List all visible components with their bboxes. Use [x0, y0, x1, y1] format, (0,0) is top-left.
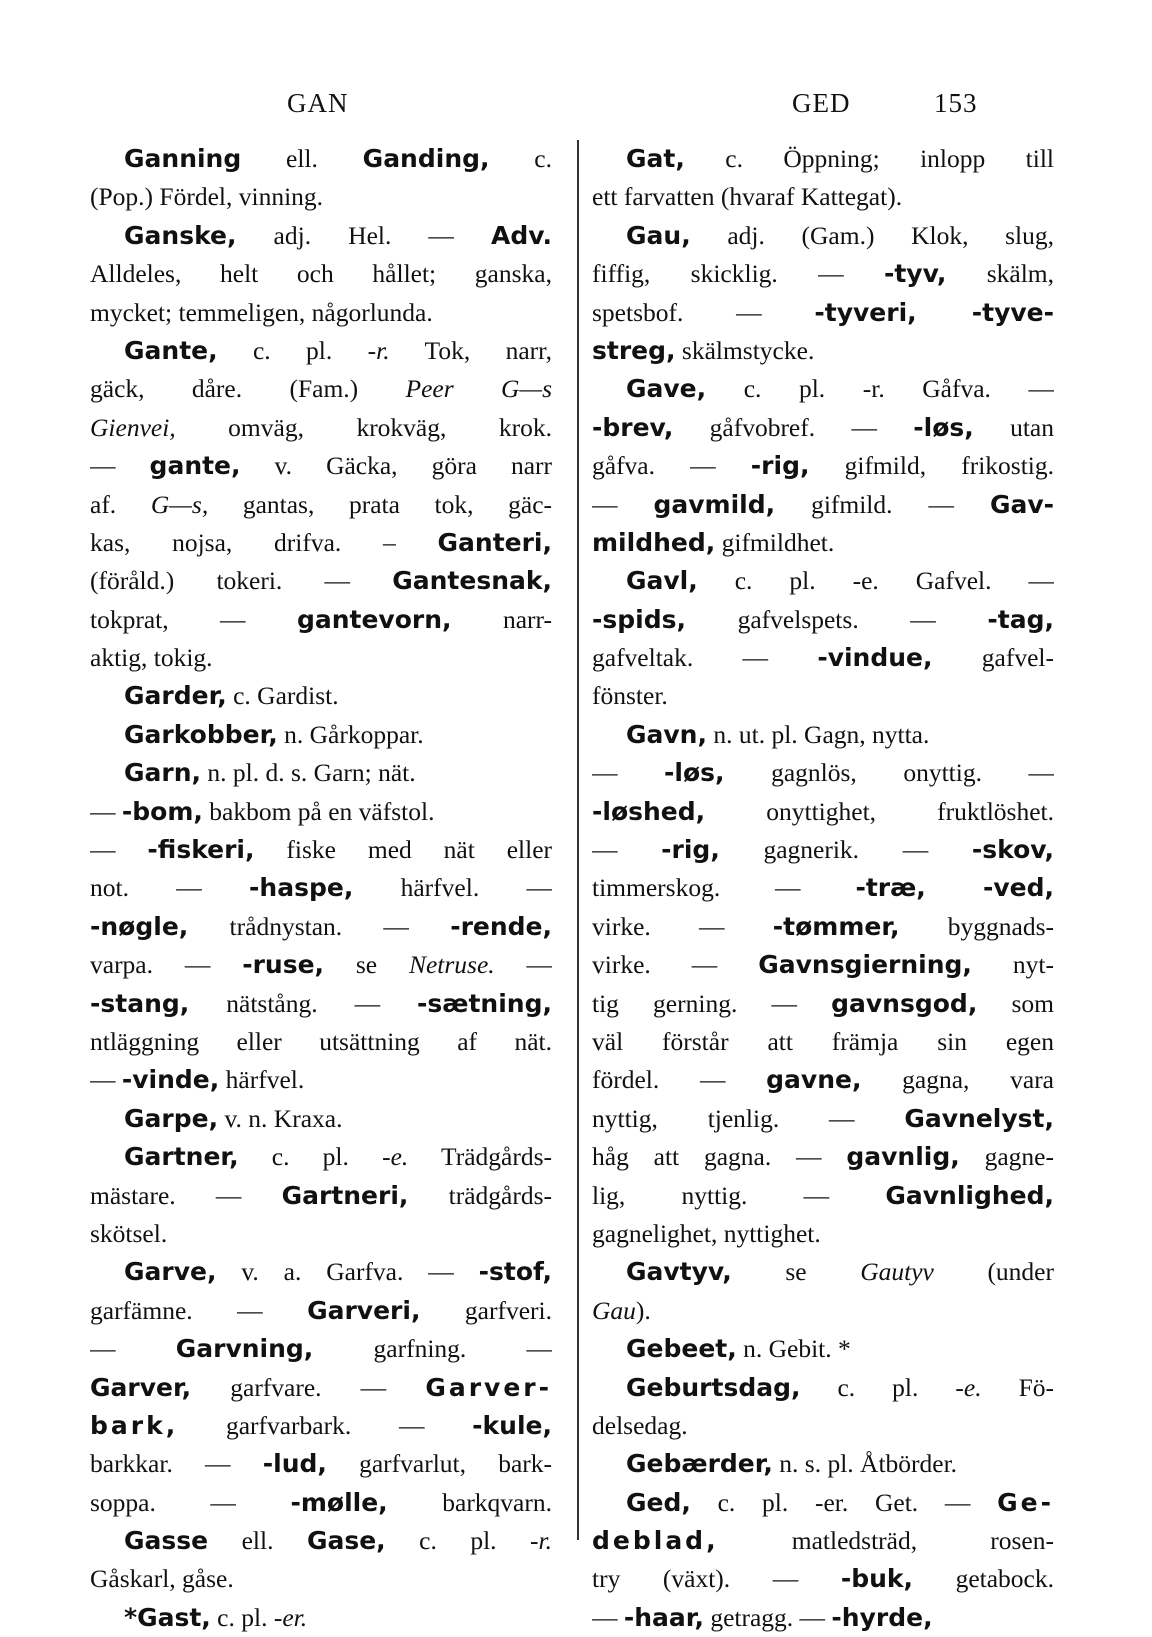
- definition-text: spetsbof. —: [592, 297, 815, 327]
- italic-text: -er.: [273, 1602, 308, 1632]
- headword: Garver-: [425, 1372, 552, 1402]
- entry-line: [592, 601, 1054, 639]
- entry-line: [90, 1330, 552, 1368]
- entry-line: [592, 1522, 1054, 1560]
- definition-text: fördel. —: [592, 1065, 767, 1095]
- headword: -løs,: [664, 758, 725, 788]
- definition-text: n. ut. pl. Gagn, nytta.: [706, 719, 930, 749]
- definition-text: —: [90, 1334, 176, 1364]
- definition-text: c. pl. -er. Get. —: [690, 1487, 998, 1517]
- headword: Garn,: [124, 758, 202, 788]
- column-divider: [577, 140, 579, 1540]
- definition-text: garfämne. —: [90, 1295, 308, 1325]
- entry-line: [592, 1445, 1054, 1483]
- headword: -rig,: [750, 451, 810, 481]
- definition-text: c. pl.: [217, 335, 368, 365]
- definition-text: Alldeles, helt och hållet; ganska,: [90, 259, 552, 289]
- definition-text: —: [592, 1602, 624, 1632]
- entry-line: [90, 639, 552, 677]
- entry-line: [90, 1292, 552, 1330]
- italic-text: Gienvei,: [90, 412, 176, 442]
- definition-text: ).: [635, 1295, 651, 1325]
- definition-text: gåfva. —: [592, 451, 751, 481]
- headword: Adv.: [491, 220, 552, 250]
- entry-line: [592, 524, 1054, 562]
- entry-line: [592, 217, 1054, 255]
- definition-text: garfvare. —: [191, 1372, 426, 1402]
- italic-text: -e.: [955, 1372, 982, 1402]
- definition-text: —: [494, 950, 552, 980]
- definition-text: virke. —: [592, 911, 773, 941]
- entry-line: [592, 1023, 1054, 1061]
- definition-text: Trädgårds-: [408, 1142, 552, 1172]
- headword: -spids,: [592, 604, 686, 634]
- entry-line: [90, 908, 552, 946]
- entry-line: [90, 754, 552, 792]
- headword: -nøgle,: [90, 911, 189, 941]
- entry-line: [90, 255, 552, 293]
- definition-text: se: [731, 1257, 861, 1287]
- headword: Gavnelyst,: [904, 1103, 1054, 1133]
- entry-line: [592, 869, 1054, 907]
- entry-line: [592, 178, 1054, 216]
- italic-text: Gau: [592, 1295, 636, 1325]
- entry-line: [90, 447, 552, 485]
- entry-line: [90, 1023, 552, 1061]
- headword: -buk,: [840, 1564, 914, 1594]
- definition-text: v. n. Kraxa.: [218, 1103, 343, 1133]
- definition-text: nätstång. —: [189, 988, 418, 1018]
- entry-line: [592, 409, 1054, 447]
- definition-text: barkqvarn.: [387, 1487, 552, 1517]
- headword: *Gast,: [124, 1602, 211, 1632]
- definition-text: ntläggning eller utsättning af nät.: [90, 1026, 552, 1056]
- entry-line: [90, 1253, 552, 1291]
- entry-line: [90, 1215, 552, 1253]
- definition-text: ell.: [208, 1526, 307, 1556]
- headword: -løs,: [913, 412, 974, 442]
- definition-text: skötsel.: [90, 1218, 168, 1248]
- entry-line: [592, 639, 1054, 677]
- definition-text: bakbom på en väfstol.: [202, 796, 435, 826]
- entry-line: [90, 1369, 552, 1407]
- entry-line: [90, 601, 552, 639]
- headword: Gav-: [989, 489, 1054, 519]
- headword: bark,: [90, 1410, 179, 1440]
- definition-text: c. Gardist.: [226, 681, 339, 711]
- definition-text: byggnads-: [899, 911, 1054, 941]
- entry-line: [90, 409, 552, 447]
- entry-line: [592, 754, 1054, 792]
- headword: Gavtyv,: [626, 1257, 732, 1287]
- entry-line: [90, 1484, 552, 1522]
- headword: gavne,: [766, 1065, 862, 1095]
- definition-text: adj. Hel. —: [236, 220, 491, 250]
- definition-text: —: [90, 451, 150, 481]
- definition-text: (Pop.) Fördel, vinning.: [90, 182, 324, 212]
- entry-line: [592, 1484, 1054, 1522]
- definition-text: c.: [489, 144, 552, 173]
- headword: gavnsgod,: [831, 988, 978, 1018]
- entry-line: [90, 869, 552, 907]
- entry-line: [90, 1522, 552, 1560]
- entry-line: [90, 946, 552, 984]
- definition-text: Tok, narr,: [389, 335, 552, 365]
- definition-text: c. pl.: [238, 1142, 383, 1172]
- headword: Ganske,: [124, 220, 237, 250]
- definition-text: nyt-: [971, 950, 1054, 980]
- headword: -kule,: [472, 1410, 552, 1440]
- headword: -mølle,: [290, 1487, 388, 1517]
- entry-line: [592, 1407, 1054, 1445]
- definition-text: se: [324, 950, 409, 980]
- definition-text: Fö-: [981, 1372, 1054, 1402]
- definition-text: n. Gårkoppar.: [277, 719, 424, 749]
- definition-text: gifmildhet.: [715, 527, 835, 557]
- entry-line: [90, 677, 552, 715]
- definition-text: gagnlös, onyttig. —: [724, 758, 1054, 788]
- headword: -tag,: [987, 604, 1054, 634]
- headword: Ganning: [124, 144, 242, 173]
- entry-line: [90, 1560, 552, 1598]
- entry-line: [90, 1100, 552, 1138]
- definition-text: matledsträd, rosen-: [718, 1526, 1054, 1556]
- definition-text: omväg, krokväg, krok.: [175, 412, 552, 442]
- entry-line: [592, 1177, 1054, 1215]
- headword: mildhed,: [592, 527, 716, 557]
- definition-text: n. s. pl. Åtbörder.: [772, 1449, 958, 1479]
- definition-text: (under: [933, 1257, 1054, 1287]
- entry-line: [592, 294, 1054, 332]
- entry-line: [90, 217, 552, 255]
- right-column: [592, 140, 1054, 1637]
- headword: deblad,: [592, 1526, 719, 1556]
- headword: Garve,: [124, 1257, 217, 1287]
- headword: -løshed,: [592, 796, 706, 826]
- definition-text: Gåskarl, gåse.: [90, 1564, 234, 1594]
- definition-text: gifmild. —: [775, 489, 990, 519]
- italic-text: -r.: [530, 1526, 552, 1556]
- definition-text: c. pl.: [385, 1526, 531, 1556]
- entry-line: [90, 985, 552, 1023]
- definition-text: gäck, dåre. (Fam.): [90, 374, 406, 404]
- definition-text: getabock.: [913, 1564, 1054, 1594]
- definition-text: fiffig, skicklig. —: [592, 259, 884, 289]
- definition-text: fiske med nät eller: [254, 835, 552, 865]
- definition-text: väl förstår att främja sin egen: [592, 1026, 1054, 1056]
- italic-text: G—s,: [150, 489, 209, 519]
- headword: Gave,: [626, 374, 707, 404]
- definition-text: c. pl.: [800, 1372, 956, 1402]
- definition-text: af.: [90, 489, 151, 519]
- definition-text: —: [592, 758, 665, 788]
- headword: -rende,: [450, 911, 552, 941]
- headword: -hyrde,: [831, 1602, 933, 1632]
- entry-line: [90, 1177, 552, 1215]
- definition-text: lig, nyttig. —: [592, 1180, 886, 1210]
- entry-line: [90, 140, 552, 178]
- headword: Ge-: [997, 1487, 1054, 1517]
- entry-line: [592, 1292, 1054, 1330]
- running-head-right: GED: [792, 88, 851, 118]
- headword: gantevorn,: [296, 604, 452, 634]
- headword: -ruse,: [242, 950, 325, 980]
- definition-text: garfning. —: [313, 1334, 552, 1364]
- entry-line: [592, 486, 1054, 524]
- entry-line: [592, 370, 1054, 408]
- definition-text: mycket; temmeligen, någorlunda.: [90, 297, 433, 327]
- definition-text: varpa. —: [90, 950, 243, 980]
- entry-line: [90, 294, 552, 332]
- running-head-left: GAN: [287, 88, 349, 118]
- entry-line: [592, 1253, 1054, 1291]
- entry-line: [592, 447, 1054, 485]
- headword: -brev,: [592, 412, 674, 442]
- entry-line: [592, 562, 1054, 600]
- definition-text: n. pl. d. s. Garn; nät.: [201, 758, 416, 788]
- headword: Gasse: [124, 1526, 209, 1556]
- entry-line: [592, 140, 1054, 178]
- entry-line: [592, 1061, 1054, 1099]
- headword: Garpe,: [124, 1103, 219, 1133]
- headword: Garvning,: [175, 1334, 314, 1364]
- definition-text: try (växt). —: [592, 1564, 841, 1594]
- definition-text: soppa. —: [90, 1487, 291, 1517]
- headword: -sætning,: [417, 988, 552, 1018]
- headword: Ged,: [626, 1487, 691, 1517]
- definition-text: kas, nojsa, drifva. –: [90, 527, 438, 557]
- entry-line: [90, 562, 552, 600]
- headword: Ganteri,: [437, 527, 552, 557]
- headword: -stang,: [90, 988, 190, 1018]
- entry-line: [592, 985, 1054, 1023]
- definition-text: härfvel.: [219, 1065, 305, 1095]
- definition-text: —: [592, 489, 654, 519]
- italic-text: Peer G—s: [405, 374, 552, 404]
- definition-text: härfvel. —: [353, 873, 552, 903]
- entry-line: [592, 1599, 1054, 1637]
- headword: -skov,: [971, 835, 1054, 865]
- definition-text: gåfvobref. —: [673, 412, 914, 442]
- definition-text: v. Gäcka, göra narr: [240, 451, 552, 481]
- entry-line: [592, 1100, 1054, 1138]
- definition-text: skälm,: [946, 259, 1054, 289]
- headword: Gebærder,: [626, 1449, 773, 1479]
- headword: -vinde,: [121, 1065, 220, 1095]
- definition-text: garfveri.: [420, 1295, 552, 1325]
- definition-text: gafvel-: [932, 643, 1054, 673]
- headword: Gante,: [124, 335, 218, 365]
- headword: Gavn,: [626, 719, 707, 749]
- headword: -haspe,: [249, 873, 354, 903]
- definition-text: delsedag.: [592, 1410, 688, 1440]
- entry-line: [90, 1599, 552, 1637]
- headword: -tyv,: [883, 259, 947, 289]
- definition-text: gagnerik. —: [719, 835, 972, 865]
- entry-line: [592, 1138, 1054, 1176]
- headword: -tømmer,: [772, 911, 900, 941]
- definition-text: ell.: [241, 144, 363, 173]
- definition-text: c. pl. -e. Gafvel. —: [697, 566, 1054, 596]
- headword: Garder,: [124, 681, 227, 711]
- entry-line: [592, 831, 1054, 869]
- headword: streg,: [592, 335, 676, 365]
- definition-text: n. Gebit. *: [736, 1334, 851, 1364]
- headword: Gartneri,: [281, 1180, 409, 1210]
- definition-text: getragg. —: [703, 1602, 832, 1632]
- definition-text: utan: [973, 412, 1054, 442]
- definition-text: gantas, prata tok, gäc-: [208, 489, 552, 519]
- headword: Garveri,: [307, 1295, 421, 1325]
- definition-text: (föråld.) tokeri. —: [90, 566, 393, 596]
- definition-text: garfvarbark. —: [178, 1410, 473, 1440]
- definition-text: trådnystan. —: [188, 911, 451, 941]
- definition-text: fönster.: [592, 681, 668, 711]
- headword: Garkobber,: [124, 719, 278, 749]
- definition-text: c. pl.: [210, 1602, 274, 1632]
- headword: -stof,: [478, 1257, 552, 1287]
- definition-text: —: [592, 835, 662, 865]
- headword: gavmild,: [653, 489, 776, 519]
- definition-text: —: [90, 835, 148, 865]
- headword: Gase,: [306, 1526, 386, 1556]
- definition-text: c. pl. -r. Gåfva. —: [706, 374, 1054, 404]
- italic-text: -e.: [382, 1142, 409, 1172]
- definition-text: gifmild, frikostig.: [809, 451, 1054, 481]
- headword: gante,: [149, 451, 241, 481]
- definition-text: gagne-: [959, 1142, 1054, 1172]
- definition-text: onyttighet, fruktlöshet.: [705, 796, 1054, 826]
- left-column: [90, 140, 552, 1637]
- headword: gavnlig,: [846, 1142, 960, 1172]
- page-number: 153: [934, 88, 978, 118]
- entry-line: [592, 1369, 1054, 1407]
- definition-text: garfvarlut, bark-: [326, 1449, 552, 1479]
- definition-text: barkkar. —: [90, 1449, 263, 1479]
- headword: Gartner,: [124, 1142, 239, 1172]
- definition-text: virke. —: [592, 950, 759, 980]
- italic-text: Gautyv: [860, 1257, 934, 1287]
- entry-line: [90, 486, 552, 524]
- entry-line: [592, 908, 1054, 946]
- headword: -lud,: [262, 1449, 327, 1479]
- headword: Gebeet,: [626, 1334, 737, 1364]
- headword: Ganding,: [362, 144, 490, 173]
- headword: -tyveri, -tyve-: [814, 297, 1054, 327]
- headword: -træ, -ved,: [855, 873, 1054, 903]
- entry-line: [592, 793, 1054, 831]
- definition-text: v. a. Garfva. —: [216, 1257, 479, 1287]
- definition-text: ett farvatten (hvaraf Kattegat).: [592, 182, 903, 212]
- entry-line: [592, 1560, 1054, 1598]
- headword: Gavnsgierning,: [758, 950, 972, 980]
- definition-text: —: [90, 1065, 122, 1095]
- entry-line: [90, 1138, 552, 1176]
- definition-text: tig gerning. —: [592, 988, 832, 1018]
- headword: Gau,: [626, 220, 691, 250]
- definition-text: skälmstycke.: [675, 335, 815, 365]
- entry-line: [90, 332, 552, 370]
- definition-text: nyttig, tjenlig. —: [592, 1103, 905, 1133]
- entry-line: [592, 716, 1054, 754]
- italic-text: -r.: [367, 335, 390, 365]
- definition-text: gagnelighet, nyttighet.: [592, 1218, 821, 1248]
- definition-text: —: [90, 796, 122, 826]
- headword: Garver,: [90, 1372, 192, 1402]
- definition-text: som: [977, 988, 1054, 1018]
- entry-line: [90, 716, 552, 754]
- entry-line: [90, 1407, 552, 1445]
- entry-line: [90, 793, 552, 831]
- definition-text: c. Öppning; inlopp till: [684, 144, 1054, 173]
- headword: -fiskeri,: [147, 835, 255, 865]
- definition-text: mästare. —: [90, 1180, 282, 1210]
- definition-text: narr-: [451, 604, 552, 634]
- definition-text: not. —: [90, 873, 250, 903]
- definition-text: adj. (Gam.) Klok, slug,: [690, 220, 1054, 250]
- headword: Gat,: [626, 144, 685, 173]
- definition-text: tokprat, —: [90, 604, 297, 634]
- entry-line: [90, 831, 552, 869]
- entry-line: [592, 1330, 1054, 1368]
- entry-line: [592, 677, 1054, 715]
- definition-text: trädgårds-: [408, 1180, 552, 1210]
- headword: Gantesnak,: [392, 566, 552, 596]
- definition-text: håg att gagna. —: [592, 1142, 847, 1172]
- entry-line: [90, 178, 552, 216]
- headword: Geburtsdag,: [626, 1372, 801, 1402]
- italic-text: Netruse.: [408, 950, 495, 980]
- entry-line: [592, 332, 1054, 370]
- entry-line: [592, 946, 1054, 984]
- headword: Gavl,: [626, 566, 698, 596]
- headword: Gavnlighed,: [885, 1180, 1054, 1210]
- entry-line: [90, 1445, 552, 1483]
- definition-text: gagna, vara: [861, 1065, 1054, 1095]
- headword: -vindue,: [817, 643, 933, 673]
- entry-line: [592, 255, 1054, 293]
- definition-text: gafvelspets. —: [686, 604, 988, 634]
- entry-line: [90, 1061, 552, 1099]
- entry-line: [90, 370, 552, 408]
- definition-text: timmerskog. —: [592, 873, 856, 903]
- headword: -bom,: [121, 796, 203, 826]
- headword: -haar,: [623, 1602, 704, 1632]
- headword: -rig,: [661, 835, 720, 865]
- entry-line: [90, 524, 552, 562]
- entry-line: [592, 1215, 1054, 1253]
- definition-text: gafveltak. —: [592, 643, 818, 673]
- definition-text: aktig, tokig.: [90, 643, 213, 673]
